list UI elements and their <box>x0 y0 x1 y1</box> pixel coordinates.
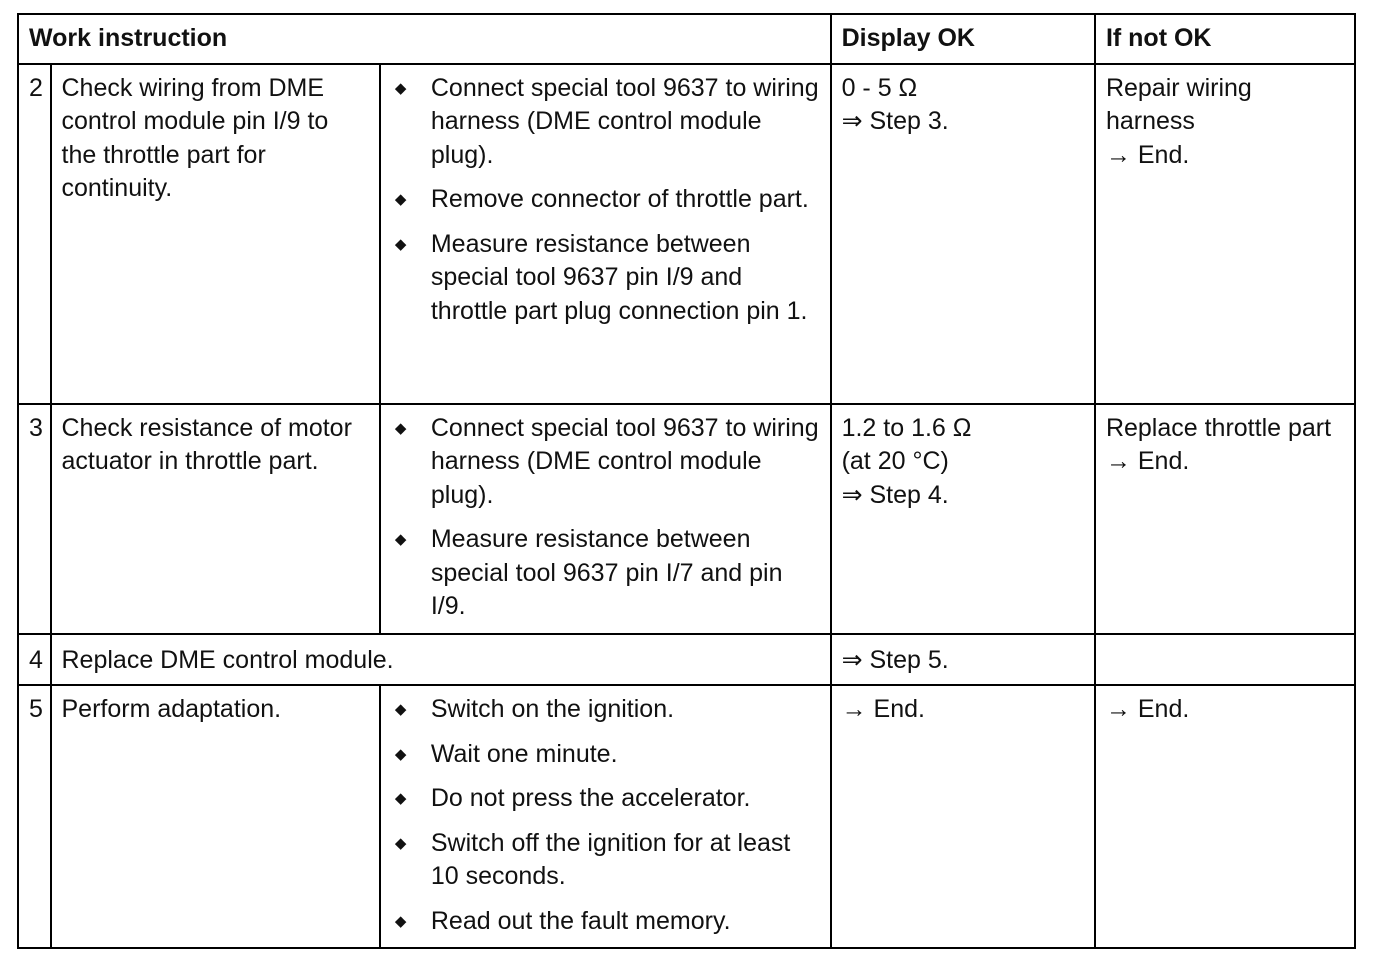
step-actions <box>380 404 831 634</box>
if-not-ok-next: → End. <box>1105 447 1190 475</box>
if-not-ok-next: → End. <box>1105 140 1190 169</box>
action-item: ◆ Do not press the accelerator. <box>391 782 820 816</box>
action-item: ◆ Remove connector of throttle part. <box>391 183 820 217</box>
action-item: ◆ Connect special tool 9637 to wiring harness (DME control module plug). <box>391 72 820 173</box>
action-item: ◆ Wait one minute. <box>391 738 820 772</box>
step-actions <box>380 685 831 948</box>
if-not-ok-action: Replace throttle part <box>1105 413 1332 442</box>
step-description: Check wiring from DME control module pin I/9 to the throttle part for continuity. <box>51 64 380 404</box>
display-ok-cell <box>831 634 1095 686</box>
action-item: ◆ Connect special tool 9637 to wiring harness (DME control module plug). <box>391 412 820 513</box>
display-ok-next: ⇒ Step 4. <box>841 480 949 509</box>
step-number: 5 <box>18 685 51 948</box>
action-item: ◆ Switch on the ignition. <box>391 693 820 727</box>
step-description: Perform adaptation. <box>51 685 380 948</box>
table-row-step-5 <box>18 685 1355 948</box>
step-number: 4 <box>18 634 51 686</box>
table-row-step-3 <box>18 404 1355 634</box>
display-ok-cell <box>831 64 1095 404</box>
display-ok-next: → End. <box>841 695 925 723</box>
header-display-ok: Display OK <box>831 14 1095 64</box>
action-item: ◆ Read out the fault memory. <box>391 905 820 939</box>
table-header-row <box>18 14 1355 64</box>
step-number: 2 <box>18 64 51 404</box>
display-ok-cell <box>831 685 1095 948</box>
display-ok-next: ⇒ Step 3. <box>841 107 949 135</box>
header-if-not-ok: If not OK <box>1095 14 1355 64</box>
step-description: Check resistance of motor actuator in throttle part. <box>51 404 380 634</box>
work-instruction-table <box>17 13 1356 949</box>
table-row-step-2 <box>18 64 1355 404</box>
display-ok-next: ⇒ Step 5. <box>841 645 949 674</box>
if-not-ok-cell <box>1095 64 1355 404</box>
if-not-ok-cell <box>1095 685 1355 948</box>
action-item: ◆ Measure resistance between special tool 9637 pin I/9 and throttle part plug connection pin 1. <box>391 228 820 329</box>
step-number: 3 <box>18 404 51 634</box>
if-not-ok-cell <box>1095 404 1355 634</box>
action-item: ◆ Measure resistance between special tool 9637 pin I/7 and pin I/9. <box>391 523 820 624</box>
display-ok-cell <box>831 404 1095 634</box>
header-work-instruction: Work instruction <box>18 14 831 64</box>
table-row-step-4 <box>18 634 1355 686</box>
if-not-ok-action: Repair wiring harness <box>1105 73 1252 135</box>
step-actions <box>380 64 831 404</box>
action-item: ◆ Switch off the ignition for at least 10 seconds. <box>391 827 820 894</box>
step-description: Replace DME control module. <box>51 634 831 686</box>
display-ok-value: 1.2 to 1.6 Ω <box>841 413 972 442</box>
display-ok-condition: (at 20 °C) <box>841 447 949 475</box>
if-not-ok-cell <box>1095 634 1355 686</box>
if-not-ok-next: → End. <box>1105 695 1190 723</box>
display-ok-value: 0 - 5 Ω <box>841 73 918 102</box>
